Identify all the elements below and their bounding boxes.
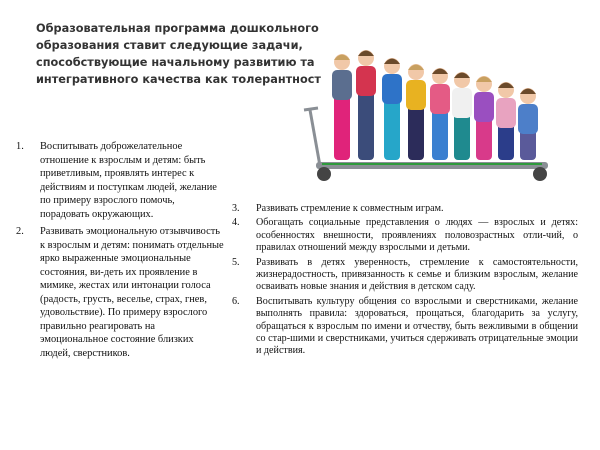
item-text: Воспитывать доброжелательное отношение к взрослым и детям: быть приветливым, проявлять интерес к действиям и поступкам людей, желание по примеру взрослого помочь, порадовать окружающих.	[40, 141, 217, 220]
item-number: 1.	[16, 141, 24, 152]
title-line: способствующие начальному развитию та	[36, 56, 315, 69]
child-hair	[454, 73, 470, 79]
child-shirt	[452, 88, 472, 118]
child-hair	[498, 83, 514, 89]
title-line: Образовательная программа дошкольного	[36, 22, 319, 35]
child-shirt	[430, 84, 450, 114]
item-number: 3.	[232, 203, 240, 214]
item-number: 4.	[232, 217, 240, 229]
child-shirt	[382, 74, 402, 104]
left-task-list	[16, 140, 224, 364]
item-number: 5.	[232, 256, 240, 268]
scooter-deck-stripe	[322, 163, 542, 165]
list-item	[232, 203, 578, 215]
list-item	[232, 217, 578, 254]
children-on-scooter-image	[302, 48, 550, 188]
child-shirt	[518, 104, 538, 134]
child-hair	[358, 51, 374, 57]
scooter-handle	[310, 110, 320, 166]
child-shirt	[332, 70, 352, 100]
scooter-wheel	[533, 167, 547, 181]
scooter-handlebar	[304, 108, 318, 110]
right-task-list	[232, 203, 578, 360]
scooter-wheel	[317, 167, 331, 181]
list-item	[232, 296, 578, 358]
child-shirt	[496, 98, 516, 128]
item-number: 2.	[16, 226, 24, 237]
item-text: Воспитывать культуру общения со взрослыми и сверстниками, желание выполнять правила: здороваться, прощаться, благодарить за услугу, обращаться к взрослым по имени и отчеству, быть вежливыми в общении со стар-шими и сверстниками, учиться сдерживать отрицательные эмоции и действия.	[256, 295, 578, 357]
item-text: Обогащать социальные представления о людях — взрослых и детях: особенностях внешности, проявлениях половозрастных отли-чий, о правилах отношений между взрослыми и детьми.	[256, 217, 578, 254]
item-number: 6.	[232, 295, 240, 307]
list-item	[232, 257, 578, 294]
title-line: образования ставит следующие задачи,	[36, 39, 303, 52]
child-hair	[432, 69, 448, 75]
child-hair	[476, 77, 492, 83]
slide-title	[36, 20, 321, 90]
child-shirt	[406, 80, 426, 110]
title-line: интегративного качества как толерантност	[36, 73, 321, 86]
item-text: Развивать стремление к совместным играм.	[256, 203, 444, 214]
child-hair	[334, 55, 350, 61]
child-hair	[520, 89, 536, 95]
child-shirt	[474, 92, 494, 122]
list-item	[16, 225, 224, 360]
list-item	[16, 140, 224, 221]
item-text: Развивать в детях уверенность, стремление к самостоятельности, жизнерадостность, привязанность к семье и близким взрослым, желание осваивать новые знания и действия в детском саду.	[256, 256, 578, 293]
item-text: Развивать эмоциональную отзывчивость к взрослым и детям: понимать отдельные ярко выраженные эмоциональные состояния, ви-деть их проявление в мимике, жестах или интонации голоса (радость, грусть, веселье, страх, гнев, удовольствие). По примеру взрослого правильно реагировать на эмоциональное состояние близких людей, сверстников.	[40, 226, 224, 359]
child-hair	[408, 65, 424, 71]
child-shirt	[356, 66, 376, 96]
child-hair	[384, 59, 400, 65]
